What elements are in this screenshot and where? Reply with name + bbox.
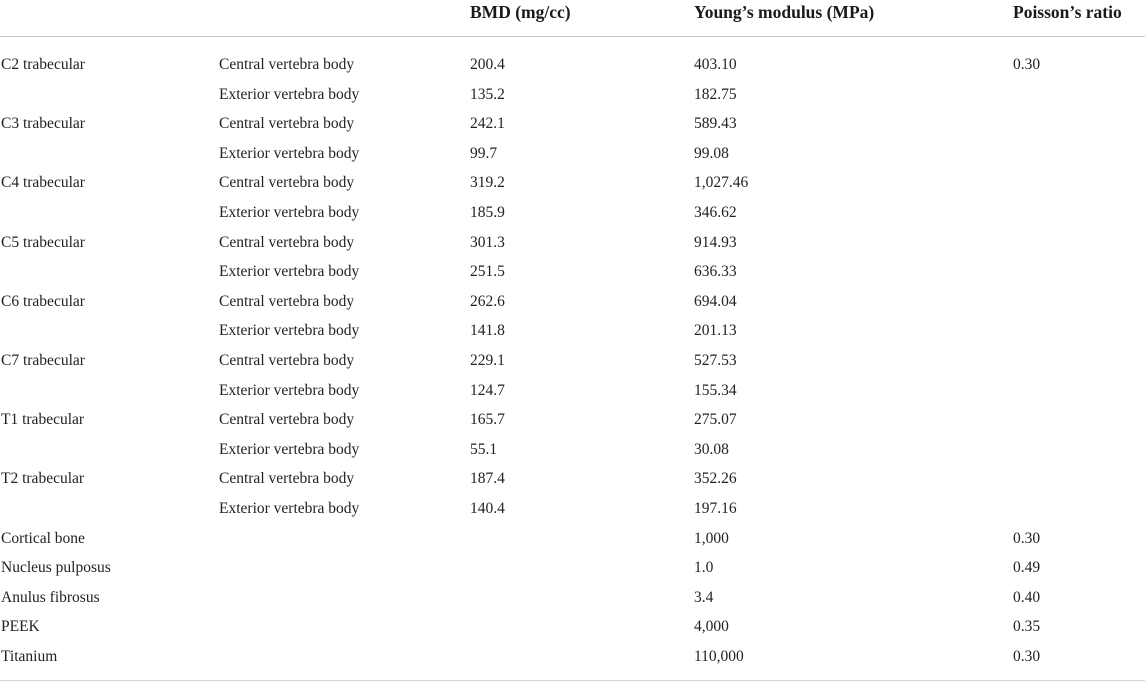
material-cell: C7 trabecular: [1, 351, 85, 369]
material-cell: C5 trabecular: [1, 233, 85, 251]
region-cell: Exterior vertebra body: [219, 203, 360, 221]
youngs-modulus-cell: 201.13: [694, 322, 737, 340]
material-cell: Cortical bone: [1, 529, 85, 547]
youngs-modulus-cell: 636.33: [694, 263, 737, 281]
poissons-ratio-cell: 0.30: [1013, 647, 1041, 665]
region-cell: Exterior vertebra body: [219, 499, 360, 517]
region-cell: Central vertebra body: [219, 115, 355, 133]
region-cell: Central vertebra body: [219, 174, 355, 192]
youngs-modulus-cell: 403.10: [694, 56, 737, 73]
table-row: [0, 50, 1145, 80]
bmd-cell: 251.5: [470, 263, 505, 281]
region-cell: Central vertebra body: [219, 292, 355, 310]
bmd-cell: 140.4: [470, 499, 505, 517]
material-cell: C6 trabecular: [1, 292, 85, 310]
youngs-modulus-cell: 346.62: [694, 203, 737, 221]
header-rule: [0, 36, 1145, 37]
poissons-ratio-cell: 0.49: [1013, 559, 1041, 577]
header-bmd: BMD (mg/cc): [470, 2, 571, 22]
material-cell: T1 trabecular: [1, 411, 85, 429]
bmd-cell: 319.2: [470, 174, 505, 192]
youngs-modulus-cell: 527.53: [694, 351, 737, 369]
table-row: [0, 109, 1145, 139]
region-cell: Central vertebra body: [219, 411, 355, 429]
table-row: [0, 524, 1145, 554]
youngs-modulus-cell: 30.08: [694, 440, 729, 458]
table-row: [0, 139, 1145, 169]
table-row: [0, 612, 1145, 642]
bmd-cell: 262.6: [470, 292, 505, 310]
material-cell: C2 trabecular: [1, 56, 85, 73]
region-cell: Central vertebra body: [219, 470, 355, 488]
material-cell: PEEK: [1, 618, 40, 636]
table-row: [0, 642, 1145, 672]
bmd-cell: 55.1: [470, 440, 498, 458]
bmd-cell: 187.4: [470, 470, 505, 488]
table-row: [0, 435, 1145, 465]
bmd-cell: 135.2: [470, 85, 505, 103]
table-row: [0, 405, 1145, 435]
bmd-cell: 200.4: [470, 56, 505, 73]
youngs-modulus-cell: 155.34: [694, 381, 737, 399]
region-cell: Central vertebra body: [219, 56, 355, 73]
youngs-modulus-cell: 1,027.46: [694, 174, 749, 192]
table-row: [0, 316, 1145, 346]
table-row: [0, 287, 1145, 317]
bottom-rule: [0, 680, 1145, 681]
region-cell: Central vertebra body: [219, 351, 355, 369]
youngs-modulus-cell: 352.26: [694, 470, 737, 488]
bmd-cell: 99.7: [470, 144, 498, 162]
poissons-ratio-cell: 0.40: [1013, 588, 1041, 606]
table-row: [0, 464, 1145, 494]
table-row: [0, 168, 1145, 198]
table-row: [0, 494, 1145, 524]
header-poissons-ratio: Poisson’s ratio: [1013, 2, 1122, 22]
youngs-modulus-cell: 275.07: [694, 411, 737, 429]
table-row: [0, 228, 1145, 258]
table-row: [0, 257, 1145, 287]
region-cell: Central vertebra body: [219, 233, 355, 251]
youngs-modulus-cell: 110,000: [694, 647, 744, 665]
material-cell: C3 trabecular: [1, 115, 85, 133]
youngs-modulus-cell: 4,000: [694, 618, 729, 636]
material-cell: T2 trabecular: [1, 470, 85, 488]
material-cell: Anulus fibrosus: [1, 588, 100, 606]
bmd-cell: 124.7: [470, 381, 505, 399]
material-cell: Nucleus pulposus: [1, 559, 111, 577]
youngs-modulus-cell: 197.16: [694, 499, 737, 517]
youngs-modulus-cell: 182.75: [694, 85, 737, 103]
bmd-cell: 242.1: [470, 115, 505, 133]
table-body: [0, 50, 1145, 671]
region-cell: Exterior vertebra body: [219, 85, 360, 103]
region-cell: Exterior vertebra body: [219, 440, 360, 458]
poissons-ratio-cell: 0.30: [1013, 529, 1041, 547]
header-youngs-modulus: Young’s modulus (MPa): [694, 2, 875, 22]
table-header: [0, 0, 1145, 36]
table-row: [0, 80, 1145, 110]
material-cell: Titanium: [1, 647, 58, 665]
youngs-modulus-cell: 3.4: [694, 588, 714, 606]
table-row: [0, 376, 1145, 406]
youngs-modulus-cell: 1,000: [694, 529, 729, 547]
youngs-modulus-cell: 99.08: [694, 144, 729, 162]
table-row: [0, 346, 1145, 376]
youngs-modulus-cell: 1.0: [694, 559, 714, 577]
table-row: [0, 583, 1145, 613]
region-cell: Exterior vertebra body: [219, 322, 360, 340]
poissons-ratio-cell: 0.35: [1013, 618, 1041, 636]
bmd-cell: 229.1: [470, 351, 505, 369]
region-cell: Exterior vertebra body: [219, 144, 360, 162]
bmd-cell: 141.8: [470, 322, 505, 340]
bmd-cell: 165.7: [470, 411, 505, 429]
poissons-ratio-cell: 0.30: [1013, 56, 1041, 73]
youngs-modulus-cell: 914.93: [694, 233, 737, 251]
table-row: [0, 198, 1145, 228]
youngs-modulus-cell: 589.43: [694, 115, 737, 133]
bmd-cell: 185.9: [470, 203, 505, 221]
region-cell: Exterior vertebra body: [219, 263, 360, 281]
youngs-modulus-cell: 694.04: [694, 292, 737, 310]
material-cell: C4 trabecular: [1, 174, 85, 192]
table-row: [0, 553, 1145, 583]
region-cell: Exterior vertebra body: [219, 381, 360, 399]
bmd-cell: 301.3: [470, 233, 505, 251]
